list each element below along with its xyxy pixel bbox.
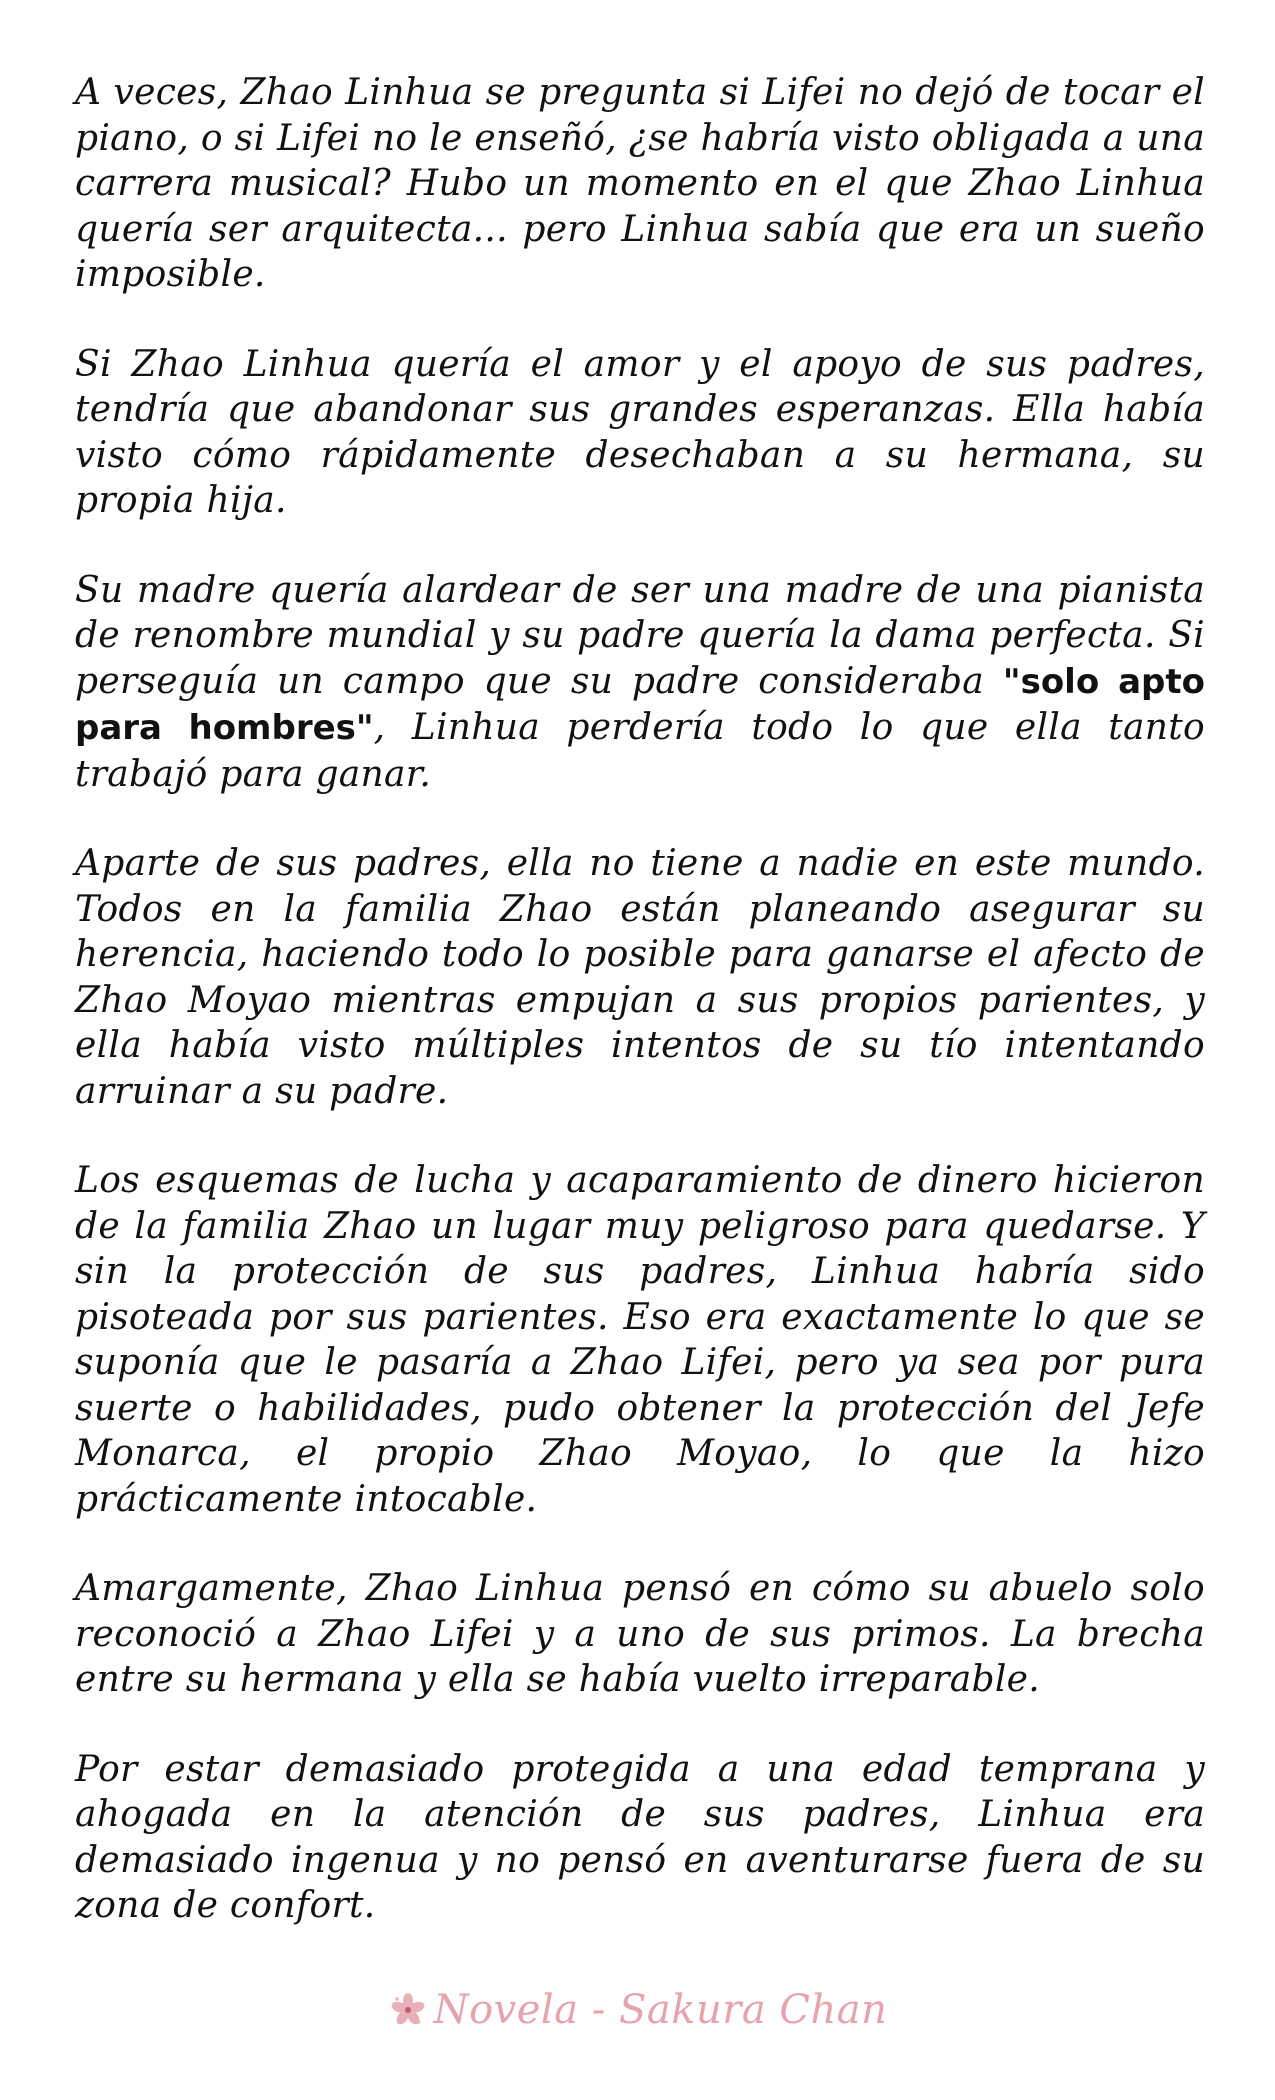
paragraph-6: Amargamente, Zhao Linhua pensó en cómo su abuelo solo reconoció a Zhao Lifei y a uno de sus primos. La brecha entre su hermana y ella se había vuelto irreparable. [75, 1568, 1205, 1700]
paragraph-1: A veces, Zhao Linhua se pregunta si Lifei no dejó de tocar el piano, o si Lifei no le enseñó, ¿se habría visto obligada a una carrera musical? Hubo un momento en el que Zhao Linhua quería ser arquitecta... pero Linhua sabía que era un sueño imposible. [75, 72, 1205, 295]
paragraph-3-part-1: Su madre quería alardear de ser una madre de una pianista de renombre mundial y su padre quería la dama perfecta. Si perseguía un campo que su padre consideraba [75, 569, 1205, 702]
footer-watermark-text: Novela - Sakura Chan [433, 1987, 888, 2033]
paragraph-3-part-2: , Linhua perdería todo lo que ella tanto trabajó para ganar. [75, 707, 1205, 795]
paragraph-3-bold-quote: "solo apto para hombres" [75, 661, 1205, 748]
paragraph-4: Aparte de sus padres, ella no tiene a nadie en este mundo. Todos en la familia Zhao están planeando asegurar su herencia, haciendo todo lo posible para ganarse el afecto de Zhao Moyao mientras empujan a sus propios parientes, y ella había visto múltiples intentos de su tío intentando arruinar a su padre. [75, 843, 1205, 1112]
document-body [75, 70, 1205, 1973]
paragraph-3 [75, 568, 1205, 798]
sakura-flower-icon [388, 1990, 428, 2030]
paragraph-2: Si Zhao Linhua quería el amor y el apoyo de sus padres, tendría que abandonar sus grandes esperanzas. Ella había visto cómo rápidamente desechaban a su hermana, su propia hija. [75, 343, 1205, 521]
paragraph-7: Por estar demasiado protegida a una edad temprana y ahogada en la atención de sus padres, Linhua era demasiado ingenua y no pensó en aventurarse fuera de su zona de confort. [75, 1748, 1205, 1926]
paragraph-5: Los esquemas de lucha y acaparamiento de dinero hicieron de la familia Zhao un lugar muy peligroso para quedarse. Y sin la protección de sus padres, Linhua habría sido pisoteada por sus parientes. Eso era exactamente lo que se suponía que le pasaría a Zhao Lifei, pero ya sea por pura suerte o habilidades, pudo obtener la protección del Jefe Monarca, el propio Zhao Moyao, lo que la hizo prácticamente intocable. [75, 1160, 1205, 1520]
watermark-footer [0, 1980, 1275, 2040]
